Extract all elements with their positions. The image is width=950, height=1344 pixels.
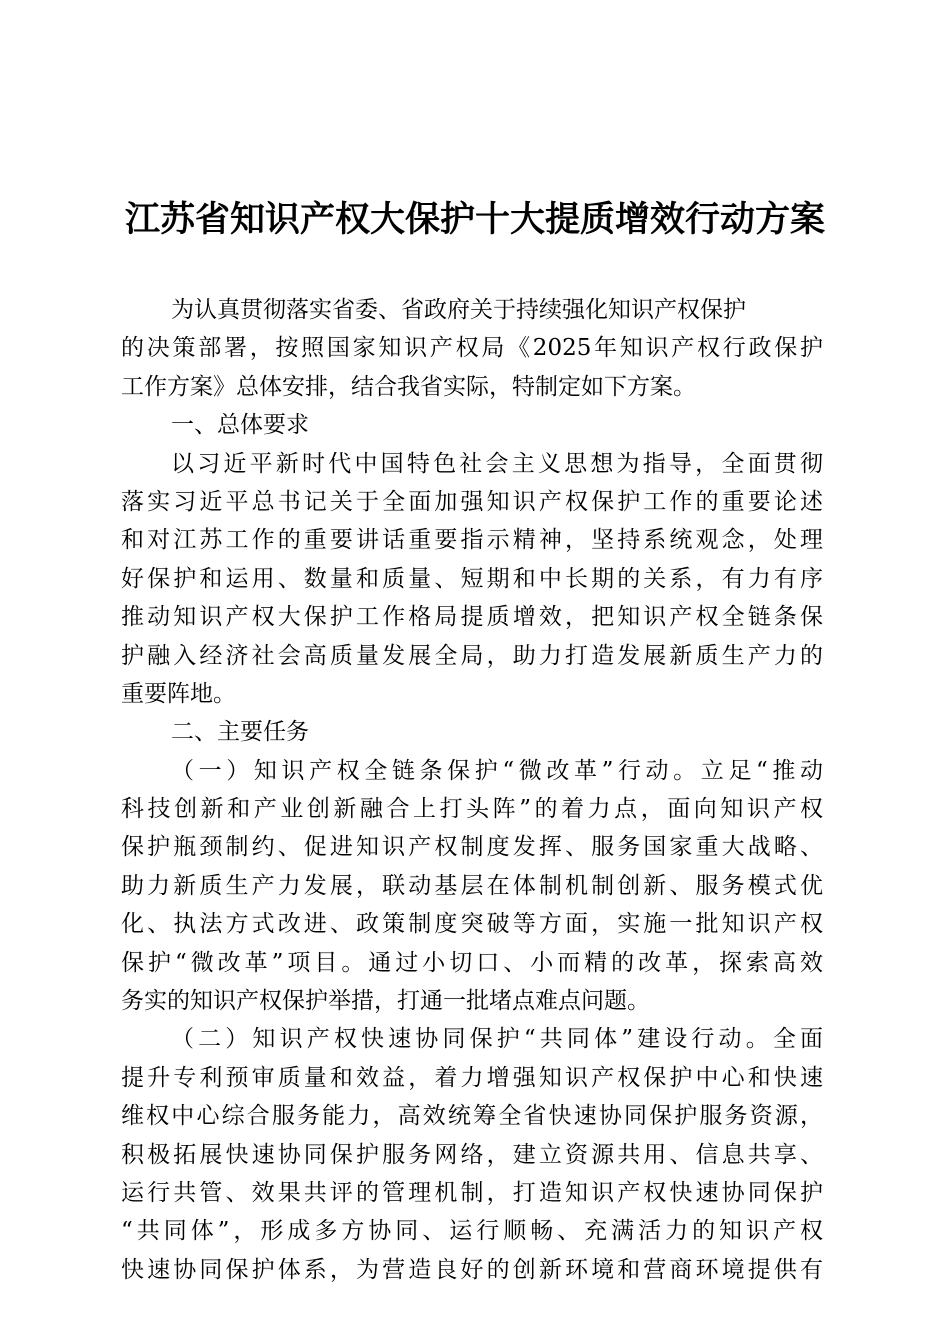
paragraph-line: 重要阵地。 [121,680,236,707]
paragraph-line: 提升专利预审质量和效益，着力增强知识产权保护中心和快速 [121,1064,823,1091]
paragraph-line: 科技创新和产业创新融合上打头阵”的着力点，面向知识产权 [121,796,823,823]
paragraph-line: 好保护和运用、数量和质量、短期和中长期的关系，有力有序 [121,565,823,592]
paragraph-line: 务实的知识产权保护举措，打通一批堵点难点问题。 [121,988,650,1015]
paragraph-line: 积极拓展快速协同保护服务网络，建立资源共用、信息共享、 [121,1141,823,1168]
paragraph-line: 维权中心综合服务能力，高效统筹全省快速协同保护服务资源， [121,1103,823,1130]
paragraph-line: 化、执法方式改进、政策制度突破等方面，实施一批知识产权 [121,911,823,938]
paragraph-line: “共同体”，形成多方协同、运行顺畅、充满活力的知识产权 [121,1218,823,1245]
paragraph-line: 助力新质生产力发展，联动基层在体制机制创新、服务模式优 [121,872,823,899]
paragraph-line: 保护瓶颈制约、促进知识产权制度发挥、服务国家重大战略、 [121,834,823,861]
paragraph-line: （二）知识产权快速协同保护“共同体”建设行动。全面 [171,1026,823,1053]
paragraph-line: 推动知识产权大保护工作格局提质增效，把知识产权全链条保 [121,604,823,631]
paragraph-line: （一）知识产权全链条保护“微改革”行动。立足“推动 [171,757,823,784]
document-title: 江苏省知识产权大保护十大提质增效行动方案 [124,199,825,240]
section-heading: 一、总体要求 [171,412,309,439]
paragraph-line: 为认真贯彻落实省委、省政府关于持续强化知识产权保护 [171,297,746,323]
paragraph-line: 的决策部署，按照国家知识产权局《2025年知识产权行政保护 [121,335,823,362]
paragraph-line: 和对江苏工作的重要讲话重要指示精神，坚持系统观念，处理 [121,527,823,554]
paragraph-line: 落实习近平总书记关于全面加强知识产权保护工作的重要论述 [121,488,823,515]
section-heading: 二、主要任务 [171,719,309,746]
paragraph-line: 快速协同保护体系，为营造良好的创新环境和营商环境提供有 [121,1256,823,1283]
paragraph-line: 运行共管、效果共评的管理机制，打造知识产权快速协同保护 [121,1179,823,1206]
paragraph-line: 护融入经济社会高质量发展全局，助力打造发展新质生产力的 [121,642,823,669]
paragraph-line: 工作方案》总体安排，结合我省实际，特制定如下方案。 [121,373,696,400]
paragraph-line: 保护“微改革”项目。通过小切口、小而精的改革，探索高效 [121,949,823,976]
paragraph-line: 以习近平新时代中国特色社会主义思想为指导，全面贯彻 [171,450,823,477]
document-body [121,291,823,1289]
